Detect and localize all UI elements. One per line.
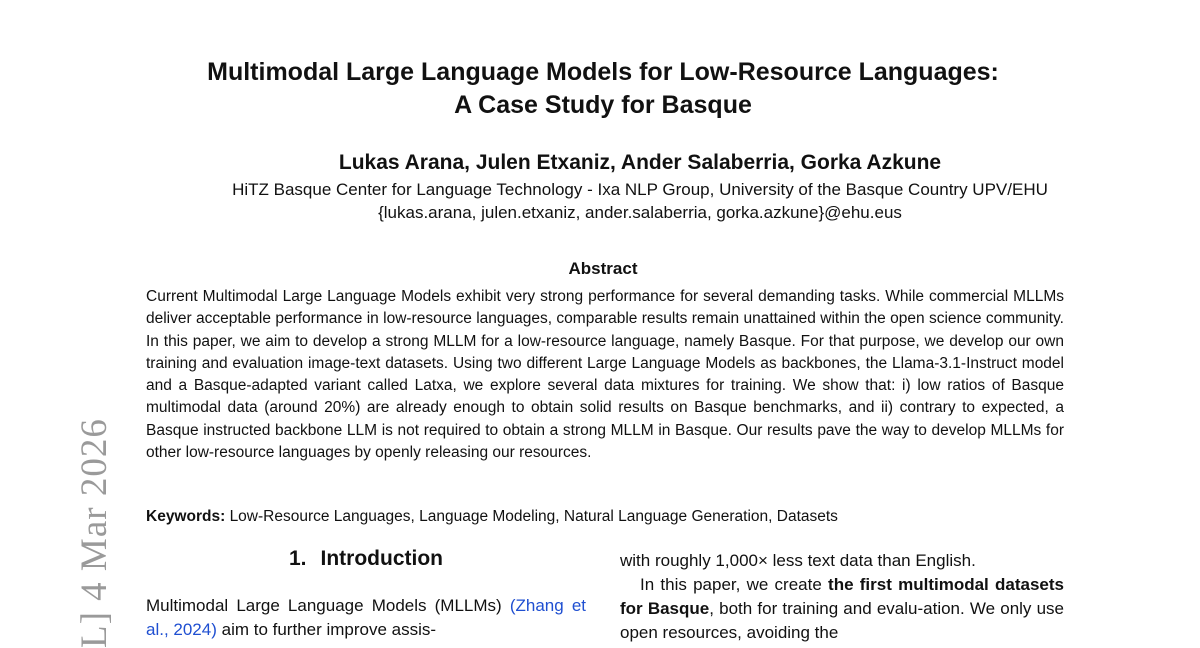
author-emails: {lukas.arana, julen.etxaniz, ander.salaberria, gorka.azkune}@ehu.eus — [378, 203, 902, 222]
paper-title-line-1: Multimodal Large Language Models for Low-Resource Languages: — [207, 58, 999, 86]
author-list: Lukas Arana, Julen Etxaniz, Ander Salaberria, Gorka Azkune — [338, 151, 942, 174]
abstract-text: Current Multimodal Large Language Models exhibit very strong performance for several demanding tasks. While commercial MLLMs deliver acceptable performance in low-resource languages, comparable results remain unattained within the open science community. In this paper, we aim to develop a strong MLLM for a low-resource language, namely Basque. For that purpose, we develop our own training and evaluation image-text datasets. Using two different Large Language Models as backbones, the Llama-3.1-Instruct model and a Basque-adapted variant called Latxa, we explore several data mixtures for training. We show that: i) low ratios of Basque multimodal data (around 20%) are already enough to obtain solid results on Basque benchmarks, and ii) contrary to expected, a Basque instructed backbone LLM is not required to obtain a strong MLLM in Basque. Our results pave the way to develop MLLMs for other low-resource languages by openly releasing our resources. — [146, 288, 1064, 462]
intro-text-cont: aim to further improve assis- — [216, 620, 437, 639]
section-title: Introduction — [320, 547, 443, 570]
contribution-bold: the first multimodal datasets for Basque — [620, 575, 1064, 618]
section-number: 1. — [289, 547, 307, 570]
keywords-label: Keywords: — [146, 508, 226, 525]
section-heading-introduction — [146, 545, 586, 573]
citation-link[interactable]: (Zhang et al., 2024) — [146, 596, 586, 639]
paper-title — [0, 56, 1200, 122]
intro-paragraph — [146, 594, 586, 642]
contribution-text: In this paper, we create — [640, 575, 829, 594]
contribution-text-cont: , both for training and evalu-ation. We only use open resources, avoiding the — [620, 599, 1065, 642]
abstract-heading: Abstract — [568, 259, 638, 278]
keywords-text: Low-Resource Languages, Language Modeling, Natural Language Generation, Datasets — [229, 508, 838, 525]
keywords — [146, 506, 1064, 528]
arxiv-side-stamp: L] 4 Mar 2026 — [74, 418, 115, 648]
right-column-body — [620, 549, 1064, 645]
left-column-body — [146, 594, 586, 642]
affiliation: HiTZ Basque Center for Language Technology - Ixa NLP Group, University of the Basque Country UPV/EHU — [232, 180, 1048, 199]
right-column-line: with roughly 1,000× less text data than English. — [620, 551, 976, 570]
paper-title-line-2: A Case Study for Basque — [454, 91, 752, 119]
intro-text: Multimodal Large Language Models (MLLMs) — [146, 596, 510, 615]
contribution-paragraph — [620, 573, 1064, 645]
